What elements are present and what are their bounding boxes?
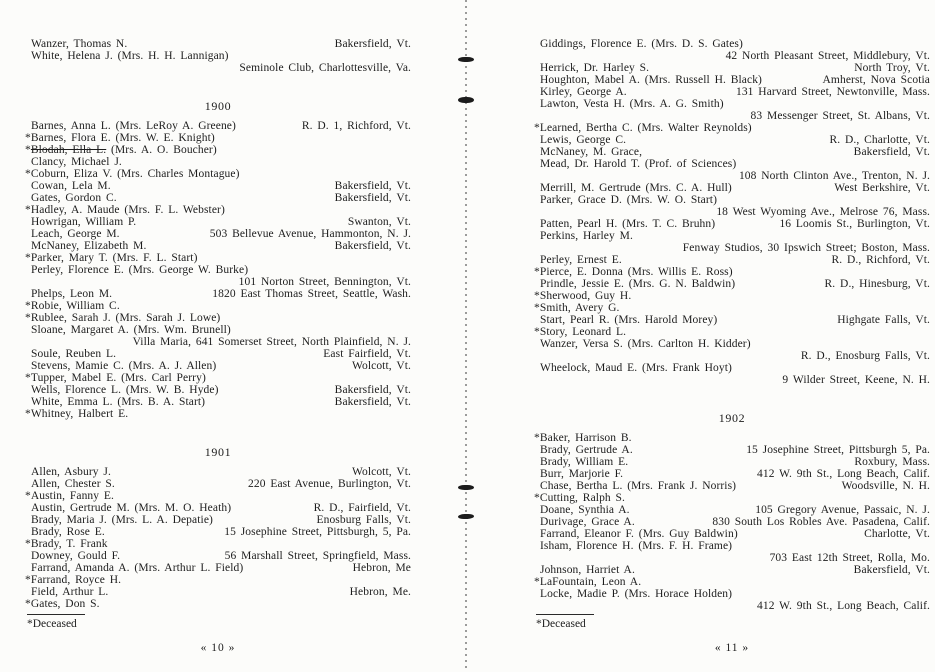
entry-name: *Hadley, A. Maude (Mrs. F. L. Webster) <box>25 204 225 216</box>
entry-name: Lewis, George C. <box>540 134 627 146</box>
list-item <box>25 240 411 252</box>
entry-address: 220 East Avenue, Burlington, Vt. <box>248 478 411 490</box>
entry-name: Wanzer, Versa S. (Mrs. Carlton H. Kidder) <box>540 338 751 350</box>
list-item <box>25 538 411 550</box>
entry-address-overflow: 412 W. 9th St., Long Beach, Calif. <box>757 600 930 612</box>
entry-name: Chase, Bertha L. (Mrs. Frank J. Norris) <box>540 480 737 492</box>
entry-name: Wells, Florence L. (Mrs. W. B. Hyde) <box>31 384 219 396</box>
list-item <box>25 372 411 384</box>
entry-address: Bakersfield, Vt. <box>334 240 411 252</box>
list-item <box>534 576 930 588</box>
list-item <box>534 278 930 290</box>
list-item <box>25 264 411 276</box>
list-item <box>25 586 411 598</box>
ink-blot <box>458 57 474 62</box>
entry-address-overflow: 18 West Wyoming Ave., Melrose 76, Mass. <box>716 206 930 218</box>
entry-name: *Robie, William C. <box>25 300 120 312</box>
entry-address: Bakersfield, Vt. <box>853 564 930 576</box>
list-item <box>25 598 411 610</box>
list-item <box>25 50 411 62</box>
entry-address: Roxbury, Mass. <box>854 456 930 468</box>
entry-address: Bakersfield, Vt. <box>334 396 411 408</box>
list-item <box>534 194 930 206</box>
entry-name: Brady, Maria J. (Mrs. L. A. Depatie) <box>31 514 213 526</box>
entry-name: Wheelock, Maud E. (Mrs. Frank Hoyt) <box>540 362 732 374</box>
entry-address: 16 Loomis St., Burlington, Vt. <box>779 218 930 230</box>
entry-address: North Troy, Vt. <box>854 62 930 74</box>
list-item <box>534 98 930 110</box>
list-item <box>25 466 411 478</box>
list-item <box>534 326 930 338</box>
entry-name: McNaney, M. Grace, <box>540 146 643 158</box>
entry-address: R. D., Charlotte, Vt. <box>829 134 930 146</box>
entry-list <box>25 120 411 420</box>
list-item <box>25 38 411 50</box>
entry-name: White, Helena J. (Mrs. H. H. Lannigan) <box>31 50 229 62</box>
entry-address: Highgate Falls, Vt. <box>837 314 930 326</box>
list-item <box>25 396 411 408</box>
list-item <box>25 180 411 192</box>
ink-blot <box>458 485 474 490</box>
entry-address: 830 South Los Robles Ave. Pasadena, Calif. <box>712 516 930 528</box>
page-left <box>25 38 411 672</box>
entry-name: Clancy, Michael J. <box>31 156 122 168</box>
list-item <box>25 478 411 490</box>
list-item <box>534 362 930 374</box>
list-item <box>25 156 411 168</box>
entry-address-overflow: Seminole Club, Charlottesville, Va. <box>239 62 411 74</box>
entry-address-overflow: 101 Norton Street, Bennington, Vt. <box>238 276 411 288</box>
entry-name: White, Emma L. (Mrs. B. A. Start) <box>31 396 206 408</box>
list-item <box>534 62 930 74</box>
deceased-footnote <box>536 614 594 630</box>
entry-address-overflow: 9 Wilder Street, Keene, N. H. <box>782 374 930 386</box>
list-item <box>25 324 411 336</box>
list-item <box>534 338 930 350</box>
entry-address: Wolcott, Vt. <box>351 466 411 478</box>
page-number-right: « 11 » <box>714 642 750 654</box>
list-item <box>25 550 411 562</box>
entry-name: Houghton, Mabel A. (Mrs. Russell H. Black) <box>540 74 762 86</box>
list-item <box>25 562 411 574</box>
entry-address: Swanton, Vt. <box>347 216 411 228</box>
entry-name: *Whitney, Halbert E. <box>25 408 129 420</box>
entry-name: Locke, Madie P. (Mrs. Horace Holden) <box>540 588 733 600</box>
entry-list <box>534 38 930 386</box>
entry-name: Howrigan, William P. <box>31 216 137 228</box>
entry-address: R. D., Hinesburg, Vt. <box>824 278 930 290</box>
year-heading: 1900 <box>204 99 232 113</box>
footnote-rule <box>536 614 594 615</box>
entry-address: R. D., Fairfield, Vt. <box>313 502 411 514</box>
entry-address: R. D. 1, Richford, Vt. <box>301 120 411 132</box>
entry-address: 15 Josephine Street, Pittsburgh, 5, Pa. <box>224 526 411 538</box>
list-item <box>534 230 930 242</box>
entry-name: Phelps, Leon M. <box>31 288 113 300</box>
list-item <box>534 182 930 194</box>
list-item <box>534 158 930 170</box>
entry-address: Charlotte, Vt. <box>864 528 930 540</box>
entry-list <box>25 38 411 74</box>
page-body <box>25 38 411 610</box>
entry-name: *Gates, Don S. <box>25 598 100 610</box>
entry-name: Doane, Synthia A. <box>540 504 630 516</box>
entry-name: Johnson, Harriet A. <box>540 564 635 576</box>
entry-name: Brady, Rose E. <box>31 526 105 538</box>
entry-name: Cowan, Lela M. <box>31 180 111 192</box>
page-right <box>534 38 930 672</box>
entry-name: Prindle, Jessie E. (Mrs. G. N. Baldwin) <box>540 278 736 290</box>
entry-name: McNaney, Elizabeth M. <box>31 240 147 252</box>
entry-address: Bakersfield, Vt. <box>334 180 411 192</box>
entry-name: Brady, Gertrude A. <box>540 444 633 456</box>
entry-name: Field, Arthur L. <box>31 586 109 598</box>
entry-name: *LaFountain, Leon A. <box>534 576 642 588</box>
list-item <box>25 168 411 180</box>
list-item <box>25 312 411 324</box>
list-item <box>534 444 930 456</box>
list-item <box>25 408 411 420</box>
entry-name: *Coburn, Eliza V. (Mrs. Charles Montague) <box>25 168 240 180</box>
entry-name: Brady, William E. <box>540 456 629 468</box>
footnote-text: *Deceased <box>536 618 586 630</box>
list-item <box>25 216 411 228</box>
entry-name: Austin, Gertrude M. (Mrs. M. O. Heath) <box>31 502 232 514</box>
entry-address: 15 Josephine Street, Pittsburgh 5, Pa. <box>746 444 930 456</box>
entry-name: Stevens, Mamie C. (Mrs. A. J. Allen) <box>31 360 217 372</box>
entry-name: Start, Pearl R. (Mrs. Harold Morey) <box>540 314 718 326</box>
entry-name: Durivage, Grace A. <box>540 516 635 528</box>
entry-name: Allen, Chester S. <box>31 478 115 490</box>
entry-name: Allen, Asbury J. <box>31 466 111 478</box>
entry-name: Perkins, Harley M. <box>540 230 633 242</box>
list-item <box>534 456 930 468</box>
entry-address: Bakersfield, Vt. <box>334 38 411 50</box>
entry-name: Lawton, Vesta H. (Mrs. A. G. Smith) <box>540 98 724 110</box>
entry-name: Isham, Florence H. (Mrs. F. H. Frame) <box>540 540 733 552</box>
list-item <box>25 144 411 156</box>
entry-name: *Brady, T. Frank <box>25 538 108 550</box>
entry-name: Burr, Marjorie F. <box>540 468 624 480</box>
list-item <box>25 120 411 132</box>
entry-address: 105 Gregory Avenue, Passaic, N. J. <box>755 504 930 516</box>
list-item <box>534 588 930 600</box>
entry-list <box>25 466 411 610</box>
list-item <box>25 490 411 502</box>
entry-name: Gates, Gordon C. <box>31 192 117 204</box>
list-item <box>25 526 411 538</box>
entry-name: *Pierce, E. Donna (Mrs. Willis E. Ross) <box>534 266 733 278</box>
list-item <box>534 302 930 314</box>
entry-address: West Berkshire, Vt. <box>834 182 930 194</box>
ink-blot <box>458 514 474 520</box>
list-item <box>534 540 930 552</box>
list-item <box>25 252 411 264</box>
entry-name: Perley, Ernest E. <box>540 254 622 266</box>
ink-blot <box>458 97 474 103</box>
list-item <box>25 204 411 216</box>
list-item <box>534 38 930 50</box>
entry-address: Enosburg Falls, Vt. <box>316 514 411 526</box>
list-item <box>534 314 930 326</box>
list-item <box>534 134 930 146</box>
list-item <box>534 86 930 98</box>
entry-address: Bakersfield, Vt. <box>853 146 930 158</box>
list-item <box>25 574 411 586</box>
list-item <box>534 254 930 266</box>
entry-name: *Sherwood, Guy H. <box>534 290 632 302</box>
entry-address: Amherst, Nova Scotia <box>822 74 930 86</box>
list-item <box>534 504 930 516</box>
deceased-asterisk: * <box>25 144 31 156</box>
list-item <box>534 492 930 504</box>
entry-address: 503 Bellevue Avenue, Hammonton, N. J. <box>209 228 411 240</box>
entry-address: 412 W. 9th St., Long Beach, Calif. <box>757 468 930 480</box>
entry-name: *Learned, Bertha C. (Mrs. Walter Reynolds) <box>534 122 752 134</box>
entry-address: R. D., Richford, Vt. <box>831 254 930 266</box>
entry-address: Hebron, Me. <box>349 586 411 598</box>
entry-name: Farrand, Amanda A. (Mrs. Arthur L. Field) <box>31 562 244 574</box>
entry-name: *Tupper, Mabel E. (Mrs. Carl Perry) <box>25 372 206 384</box>
entry-name: Merrill, M. Gertrude (Mrs. C. A. Hull) <box>540 182 732 194</box>
list-item <box>25 348 411 360</box>
deceased-footnote <box>27 614 85 630</box>
entry-name: Mead, Dr. Harold T. (Prof. of Sciences) <box>540 158 737 170</box>
list-item <box>534 480 930 492</box>
entry-address: Wolcott, Vt. <box>351 360 411 372</box>
list-item <box>534 266 930 278</box>
page-body <box>534 38 930 612</box>
list-item <box>534 146 930 158</box>
list-item <box>25 288 411 300</box>
entry-name: *Rublee, Sarah J. (Mrs. Sarah J. Lowe) <box>25 312 221 324</box>
entry-name: *Cutting, Ralph S. <box>534 492 626 504</box>
entry-address-overflow: 703 East 12th Street, Rolla, Mo. <box>769 552 930 564</box>
entry-name: *Smith, Avery G. <box>534 302 620 314</box>
list-item <box>25 514 411 526</box>
list-item <box>25 192 411 204</box>
page-number-left: « 10 » <box>200 642 236 654</box>
list-item <box>534 290 930 302</box>
struck-name: Blodah, Ella L. <box>30 144 107 156</box>
list-item <box>25 228 411 240</box>
entry-address: Woodsville, N. H. <box>841 480 930 492</box>
entry-address: Hebron, Me <box>352 562 411 574</box>
entry-address: 1820 East Thomas Street, Seattle, Wash. <box>212 288 411 300</box>
year-heading: 1901 <box>204 445 232 459</box>
entry-name: Downey, Gould F. <box>31 550 121 562</box>
entry-name: Herrick, Dr. Harley S. <box>540 62 650 74</box>
list-item <box>534 432 930 444</box>
list-item <box>25 360 411 372</box>
entry-address: East Fairfield, Vt. <box>323 348 411 360</box>
entry-list <box>534 432 930 612</box>
entry-name: Wanzer, Thomas N. <box>31 38 128 50</box>
entry-name: Parker, Grace D. (Mrs. W. O. Start) <box>540 194 718 206</box>
list-item <box>534 218 930 230</box>
entry-name: Perley, Florence E. (Mrs. George W. Burke) <box>31 264 249 276</box>
entry-name: *Farrand, Royce H. <box>25 574 122 586</box>
entry-name: Kirley, George A. <box>540 86 627 98</box>
entry-address: Bakersfield, Vt. <box>334 192 411 204</box>
entry-address-overflow: 108 North Clinton Ave., Trenton, N. J. <box>738 170 930 182</box>
year-heading: 1902 <box>718 411 746 425</box>
entry-address: 131 Harvard Street, Newtonville, Mass. <box>735 86 930 98</box>
list-item <box>534 468 930 480</box>
entry-name: Giddings, Florence E. (Mrs. D. S. Gates) <box>540 38 743 50</box>
entry-name: Soule, Reuben L. <box>31 348 117 360</box>
entry-name: *Austin, Fanny E. <box>25 490 114 502</box>
entry-address-overflow: Villa Maria, 641 Somerset Street, North Plainfield, N. J. <box>132 336 411 348</box>
entry-name: Leach, George M. <box>31 228 120 240</box>
list-item <box>534 122 930 134</box>
list-item <box>25 384 411 396</box>
list-item <box>534 516 930 528</box>
entry-name: *Story, Leonard L. <box>534 326 627 338</box>
entry-name: Farrand, Eleanor F. (Mrs. Guy Baldwin) <box>540 528 738 540</box>
list-item <box>534 528 930 540</box>
footnote-rule <box>27 614 85 615</box>
list-item <box>25 132 411 144</box>
entry-address-overflow: 42 North Pleasant Street, Middlebury, Vt. <box>725 50 930 62</box>
entry-name: *Baker, Harrison B. <box>534 432 632 444</box>
entry-address: 56 Marshall Street, Springfield, Mass. <box>224 550 411 562</box>
entry-address-overflow: Fenway Studios, 30 Ipswich Street; Boston, Mass. <box>682 242 930 254</box>
list-item <box>25 502 411 514</box>
footnote-text: *Deceased <box>27 618 77 630</box>
entry-name: *Barnes, Flora E. (Mrs. W. E. Knight) <box>25 132 215 144</box>
list-item <box>25 300 411 312</box>
entry-name: Patten, Pearl H. (Mrs. T. C. Bruhn) <box>540 218 716 230</box>
entry-name: Barnes, Anna L. (Mrs. LeRoy A. Greene) <box>31 120 236 132</box>
entry-name: *Parker, Mary T. (Mrs. F. L. Start) <box>25 252 198 264</box>
entry-name <box>25 144 217 156</box>
list-item <box>534 74 930 86</box>
entry-address-overflow: 83 Messenger Street, St. Albans, Vt. <box>750 110 930 122</box>
entry-name: Sloane, Margaret A. (Mrs. Wm. Brunell) <box>31 324 231 336</box>
entry-name-rest: (Mrs. A. O. Boucher) <box>106 144 217 156</box>
entry-address-overflow: R. D., Enosburg Falls, Vt. <box>800 350 930 362</box>
list-item <box>534 564 930 576</box>
entry-address: Bakersfield, Vt. <box>334 384 411 396</box>
